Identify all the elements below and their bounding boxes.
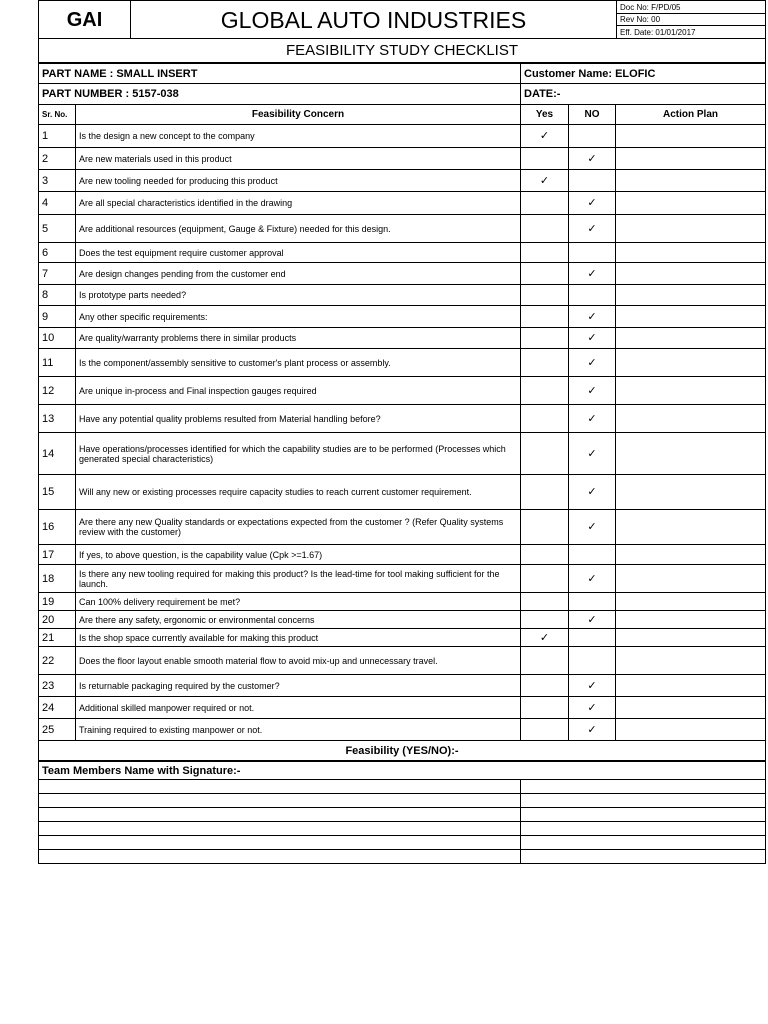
row-action-plan <box>616 263 766 285</box>
row-sr-no: 8 <box>39 285 76 306</box>
checklist-row <box>39 433 766 475</box>
row-yes-cell <box>521 593 569 611</box>
row-no-cell <box>569 545 616 565</box>
checklist-row <box>39 545 766 565</box>
team-member-row <box>39 836 766 850</box>
row-concern: Does the floor layout enable smooth material flow to avoid mix-up and unnecessary travel. <box>76 647 521 675</box>
row-action-plan <box>616 148 766 170</box>
check-mark-icon: ✓ <box>587 572 597 585</box>
row-concern: Is there any new tooling required for making this product? Is the lead-time for tool making sufficient for the launch. <box>76 565 521 593</box>
row-yes-cell <box>521 192 569 215</box>
row-no-cell <box>569 629 616 647</box>
check-mark-icon: ✓ <box>587 310 597 323</box>
row-no-cell <box>569 611 616 629</box>
check-mark-icon: ✓ <box>539 631 550 644</box>
row-sr-no: 21 <box>39 629 76 647</box>
team-member-name <box>39 850 521 864</box>
company-name: GLOBAL AUTO INDUSTRIES <box>131 1 617 39</box>
row-yes-cell <box>521 170 569 192</box>
row-concern: Training required to existing manpower or not. <box>76 719 521 741</box>
team-member-signature <box>521 780 766 794</box>
yes-header: Yes <box>521 105 569 125</box>
check-mark-icon: ✓ <box>587 356 597 369</box>
row-concern: Does the test equipment require customer approval <box>76 243 521 263</box>
row-sr-no: 11 <box>39 349 76 377</box>
row-sr-no: 10 <box>39 328 76 349</box>
check-mark-icon: ✓ <box>587 521 597 533</box>
team-member-row <box>39 780 766 794</box>
checklist-row <box>39 349 766 377</box>
row-no-cell <box>569 565 616 593</box>
check-mark-icon: ✓ <box>587 152 597 165</box>
header-table <box>38 0 766 63</box>
checklist-row <box>39 565 766 593</box>
check-mark-icon: ✓ <box>587 197 597 209</box>
row-no-cell <box>569 328 616 349</box>
checklist-rows <box>39 125 766 741</box>
team-members-label: Team Members Name with Signature:- <box>39 762 766 780</box>
row-concern: Is prototype parts needed? <box>76 285 521 306</box>
sr-no-header: Sr. No. <box>39 105 76 125</box>
checklist-row <box>39 306 766 328</box>
row-action-plan <box>616 611 766 629</box>
check-mark-icon: ✓ <box>587 447 597 460</box>
checklist-row <box>39 510 766 545</box>
row-yes-cell <box>521 647 569 675</box>
team-member-row <box>39 822 766 836</box>
row-action-plan <box>616 285 766 306</box>
checklist-row <box>39 148 766 170</box>
row-concern: Are unique in-process and Final inspection gauges required <box>76 377 521 405</box>
row-concern: Are new tooling needed for producing this product <box>76 170 521 192</box>
row-action-plan <box>616 719 766 741</box>
row-sr-no: 18 <box>39 565 76 593</box>
company-logo: GAI <box>39 1 131 39</box>
row-concern: Have operations/processes identified for which the capability studies are to be performed (Processes which generated special characteristics) <box>76 433 521 475</box>
team-member-name <box>39 836 521 850</box>
row-no-cell <box>569 170 616 192</box>
row-yes-cell <box>521 349 569 377</box>
row-action-plan <box>616 675 766 697</box>
row-sr-no: 2 <box>39 148 76 170</box>
row-concern: Any other specific requirements: <box>76 306 521 328</box>
row-action-plan <box>616 306 766 328</box>
checklist-row <box>39 611 766 629</box>
row-no-cell <box>569 349 616 377</box>
row-action-plan <box>616 328 766 349</box>
date-field: DATE:- <box>521 84 766 105</box>
row-yes-cell <box>521 697 569 719</box>
row-no-cell <box>569 215 616 243</box>
no-header: NO <box>569 105 616 125</box>
checklist-table <box>38 63 766 761</box>
row-sr-no: 14 <box>39 433 76 475</box>
checklist-row <box>39 243 766 263</box>
row-action-plan <box>616 565 766 593</box>
row-yes-cell <box>521 263 569 285</box>
row-concern: Will any new or existing processes require capacity studies to reach current customer requirement. <box>76 475 521 510</box>
check-mark-icon: ✓ <box>587 701 597 714</box>
check-mark-icon: ✓ <box>587 679 597 692</box>
row-action-plan <box>616 192 766 215</box>
row-action-plan <box>616 405 766 433</box>
row-yes-cell <box>521 510 569 545</box>
checklist-row <box>39 125 766 148</box>
revision-number: Rev No: 00 <box>617 14 766 26</box>
row-action-plan <box>616 125 766 148</box>
row-no-cell <box>569 306 616 328</box>
row-yes-cell <box>521 405 569 433</box>
team-member-name <box>39 780 521 794</box>
row-action-plan <box>616 475 766 510</box>
row-concern: Is the component/assembly sensitive to customer's plant process or assembly. <box>76 349 521 377</box>
checklist-row <box>39 263 766 285</box>
checklist-row <box>39 215 766 243</box>
row-yes-cell <box>521 629 569 647</box>
row-sr-no: 9 <box>39 306 76 328</box>
row-yes-cell <box>521 719 569 741</box>
row-no-cell <box>569 192 616 215</box>
check-mark-icon: ✓ <box>587 613 597 626</box>
row-no-cell <box>569 697 616 719</box>
row-concern: Are there any safety, ergonomic or environmental concerns <box>76 611 521 629</box>
row-no-cell <box>569 148 616 170</box>
row-yes-cell <box>521 243 569 263</box>
row-yes-cell <box>521 215 569 243</box>
row-no-cell <box>569 675 616 697</box>
checklist-row <box>39 697 766 719</box>
team-member-name <box>39 822 521 836</box>
row-sr-no: 20 <box>39 611 76 629</box>
action-plan-header: Action Plan <box>616 105 766 125</box>
row-concern: Have any potential quality problems resulted from Material handling before? <box>76 405 521 433</box>
row-no-cell <box>569 405 616 433</box>
column-header-row <box>39 105 766 125</box>
checklist-row <box>39 328 766 349</box>
row-concern: Is the design a new concept to the company <box>76 125 521 148</box>
row-action-plan <box>616 170 766 192</box>
row-yes-cell <box>521 433 569 475</box>
part-name: PART NAME : SMALL INSERT <box>39 64 521 84</box>
row-yes-cell <box>521 125 569 148</box>
row-action-plan <box>616 433 766 475</box>
row-no-cell <box>569 475 616 510</box>
row-no-cell <box>569 243 616 263</box>
row-action-plan <box>616 697 766 719</box>
feasibility-result: Feasibility (YES/NO):- <box>39 741 766 761</box>
checklist-row <box>39 405 766 433</box>
row-sr-no: 12 <box>39 377 76 405</box>
row-sr-no: 16 <box>39 510 76 545</box>
row-sr-no: 4 <box>39 192 76 215</box>
row-action-plan <box>616 243 766 263</box>
row-sr-no: 23 <box>39 675 76 697</box>
row-concern: Are new materials used in this product <box>76 148 521 170</box>
checklist-sheet <box>38 0 765 864</box>
row-yes-cell <box>521 377 569 405</box>
row-yes-cell <box>521 148 569 170</box>
check-mark-icon: ✓ <box>539 130 550 142</box>
row-sr-no: 17 <box>39 545 76 565</box>
row-no-cell <box>569 377 616 405</box>
team-signature-rows <box>39 780 766 864</box>
row-sr-no: 3 <box>39 170 76 192</box>
check-mark-icon: ✓ <box>587 332 597 344</box>
row-concern: Additional skilled manpower required or not. <box>76 697 521 719</box>
checklist-row <box>39 675 766 697</box>
row-sr-no: 22 <box>39 647 76 675</box>
row-yes-cell <box>521 675 569 697</box>
team-member-signature <box>521 836 766 850</box>
row-concern: Are design changes pending from the customer end <box>76 263 521 285</box>
checklist-row <box>39 377 766 405</box>
row-action-plan <box>616 545 766 565</box>
row-sr-no: 5 <box>39 215 76 243</box>
row-concern: Is the shop space currently available for making this product <box>76 629 521 647</box>
row-yes-cell <box>521 306 569 328</box>
checklist-row <box>39 629 766 647</box>
row-sr-no: 6 <box>39 243 76 263</box>
checklist-row <box>39 475 766 510</box>
row-action-plan <box>616 647 766 675</box>
checklist-row <box>39 593 766 611</box>
row-concern: Are there any new Quality standards or expectations expected from the customer ? (Refer Quality systems review with the customer) <box>76 510 521 545</box>
check-mark-icon: ✓ <box>587 412 597 425</box>
team-member-signature <box>521 794 766 808</box>
row-sr-no: 1 <box>39 125 76 148</box>
row-yes-cell <box>521 545 569 565</box>
checklist-row <box>39 285 766 306</box>
row-no-cell <box>569 433 616 475</box>
row-concern: Is returnable packaging required by the customer? <box>76 675 521 697</box>
row-yes-cell <box>521 475 569 510</box>
doc-number: Doc No: F/PD/05 <box>617 1 766 14</box>
team-member-signature <box>521 850 766 864</box>
checklist-row <box>39 170 766 192</box>
team-member-name <box>39 808 521 822</box>
row-yes-cell <box>521 285 569 306</box>
checklist-row <box>39 719 766 741</box>
row-action-plan <box>616 377 766 405</box>
check-mark-icon: ✓ <box>539 174 550 187</box>
concern-header: Feasibility Concern <box>76 105 521 125</box>
row-sr-no: 25 <box>39 719 76 741</box>
team-member-name <box>39 794 521 808</box>
check-mark-icon: ✓ <box>587 384 597 397</box>
team-member-row <box>39 794 766 808</box>
team-member-row <box>39 850 766 864</box>
row-sr-no: 7 <box>39 263 76 285</box>
part-number: PART NUMBER : 5157-038 <box>39 84 521 105</box>
row-concern: Are quality/warranty problems there in similar products <box>76 328 521 349</box>
team-member-row <box>39 808 766 822</box>
effective-date: Eff. Date: 01/01/2017 <box>617 26 766 39</box>
row-no-cell <box>569 263 616 285</box>
row-concern: Can 100% delivery requirement be met? <box>76 593 521 611</box>
row-no-cell <box>569 285 616 306</box>
team-member-signature <box>521 822 766 836</box>
row-action-plan <box>616 349 766 377</box>
row-action-plan <box>616 510 766 545</box>
row-action-plan <box>616 593 766 611</box>
customer-name: Customer Name: ELOFIC <box>521 64 766 84</box>
check-mark-icon: ✓ <box>587 222 597 235</box>
row-yes-cell <box>521 611 569 629</box>
row-action-plan <box>616 215 766 243</box>
row-sr-no: 24 <box>39 697 76 719</box>
row-no-cell <box>569 593 616 611</box>
row-concern: Are additional resources (equipment, Gauge & Fixture) needed for this design. <box>76 215 521 243</box>
row-no-cell <box>569 647 616 675</box>
team-member-signature <box>521 808 766 822</box>
checklist-row <box>39 192 766 215</box>
row-no-cell <box>569 510 616 545</box>
team-table <box>38 761 766 864</box>
check-mark-icon: ✓ <box>587 723 597 736</box>
form-title: FEASIBILITY STUDY CHECKLIST <box>39 39 766 63</box>
row-yes-cell <box>521 565 569 593</box>
row-action-plan <box>616 629 766 647</box>
row-yes-cell <box>521 328 569 349</box>
row-no-cell <box>569 125 616 148</box>
check-mark-icon: ✓ <box>587 267 597 280</box>
checklist-row <box>39 647 766 675</box>
row-sr-no: 13 <box>39 405 76 433</box>
row-sr-no: 15 <box>39 475 76 510</box>
row-no-cell <box>569 719 616 741</box>
row-concern: Are all special characteristics identified in the drawing <box>76 192 521 215</box>
row-concern: If yes, to above question, is the capability value (Cpk >=1.67) <box>76 545 521 565</box>
check-mark-icon: ✓ <box>587 486 597 498</box>
row-sr-no: 19 <box>39 593 76 611</box>
